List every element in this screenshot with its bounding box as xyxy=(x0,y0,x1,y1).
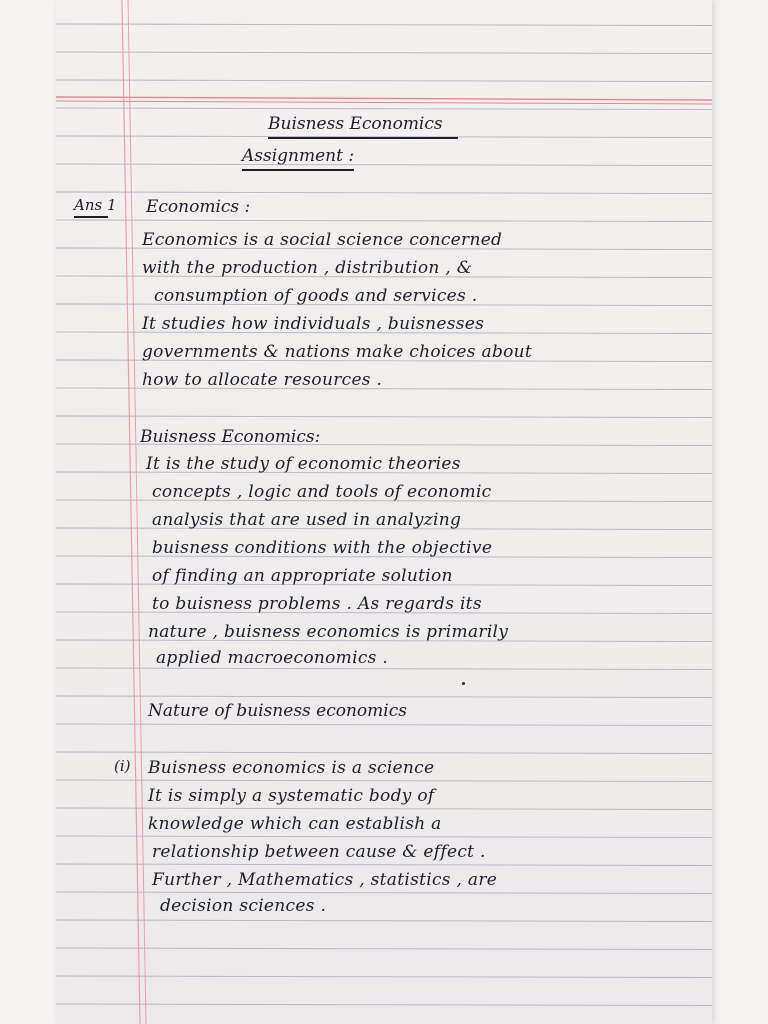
rule-line xyxy=(56,52,712,54)
ruled-paper-sheet xyxy=(56,0,712,1024)
stray-ink-dot xyxy=(462,682,465,685)
business-economics-heading: Buisness Economics: xyxy=(140,427,321,447)
rule-line xyxy=(56,668,712,670)
answer-marker: Ans 1 xyxy=(74,196,117,214)
rule-line xyxy=(56,808,712,810)
rule-line xyxy=(56,780,712,782)
header-rule xyxy=(56,97,712,100)
business-line: buisness conditions with the objective xyxy=(152,538,493,558)
economics-line: Economics is a social science concerned xyxy=(142,230,503,250)
page-title: Buisness Economics xyxy=(268,114,443,134)
header-rule xyxy=(56,101,712,104)
rule-line xyxy=(56,1004,712,1006)
point-heading: Buisness economics is a science xyxy=(148,758,435,778)
rule-line xyxy=(56,752,712,754)
business-line: applied macroeconomics . xyxy=(156,648,389,668)
business-line: analysis that are used in analyzing xyxy=(152,510,462,530)
economics-line: governments & nations make choices about xyxy=(142,342,533,362)
business-line: nature , buisness economics is primarily xyxy=(148,622,509,642)
rule-line xyxy=(56,80,712,82)
point-line: relationship between cause & effect . xyxy=(152,842,486,862)
business-line: to buisness problems . As regards its xyxy=(152,594,482,614)
point-line: decision sciences . xyxy=(160,896,327,916)
economics-line: It studies how individuals , buisnesses xyxy=(142,314,485,334)
title-underline xyxy=(268,137,458,139)
business-line: It is the study of economic theories xyxy=(146,454,461,474)
rule-line xyxy=(56,948,712,950)
rule-line xyxy=(56,892,712,894)
rule-line xyxy=(56,696,712,698)
point-line: knowledge which can establish a xyxy=(148,814,442,834)
rule-line xyxy=(56,836,712,838)
rule-line xyxy=(56,24,712,26)
rule-line xyxy=(56,164,712,166)
business-line: of finding an appropriate solution xyxy=(152,566,453,586)
economics-heading: Economics : xyxy=(146,197,251,217)
nature-heading: Nature of buisness economics xyxy=(148,701,407,721)
point-line: Further , Mathematics , statistics , are xyxy=(152,870,498,890)
point-line: It is simply a systematic body of xyxy=(148,786,435,806)
point-marker: (i) xyxy=(114,757,131,775)
page-subtitle: Assignment : xyxy=(242,146,355,166)
economics-line: how to allocate resources . xyxy=(142,370,383,390)
rule-line xyxy=(56,192,712,194)
rule-line xyxy=(56,976,712,978)
economics-line: with the production , distribution , & xyxy=(142,258,473,278)
economics-line: consumption of goods and services . xyxy=(154,286,478,306)
rule-line xyxy=(56,864,712,866)
subtitle-underline xyxy=(242,169,354,171)
rule-line xyxy=(56,920,712,922)
rule-line xyxy=(56,724,712,726)
rule-line xyxy=(56,416,712,418)
answer-marker-underline xyxy=(74,216,108,218)
rule-line xyxy=(56,220,712,222)
rule-line xyxy=(56,108,712,110)
business-line: concepts , logic and tools of economic xyxy=(152,482,492,502)
